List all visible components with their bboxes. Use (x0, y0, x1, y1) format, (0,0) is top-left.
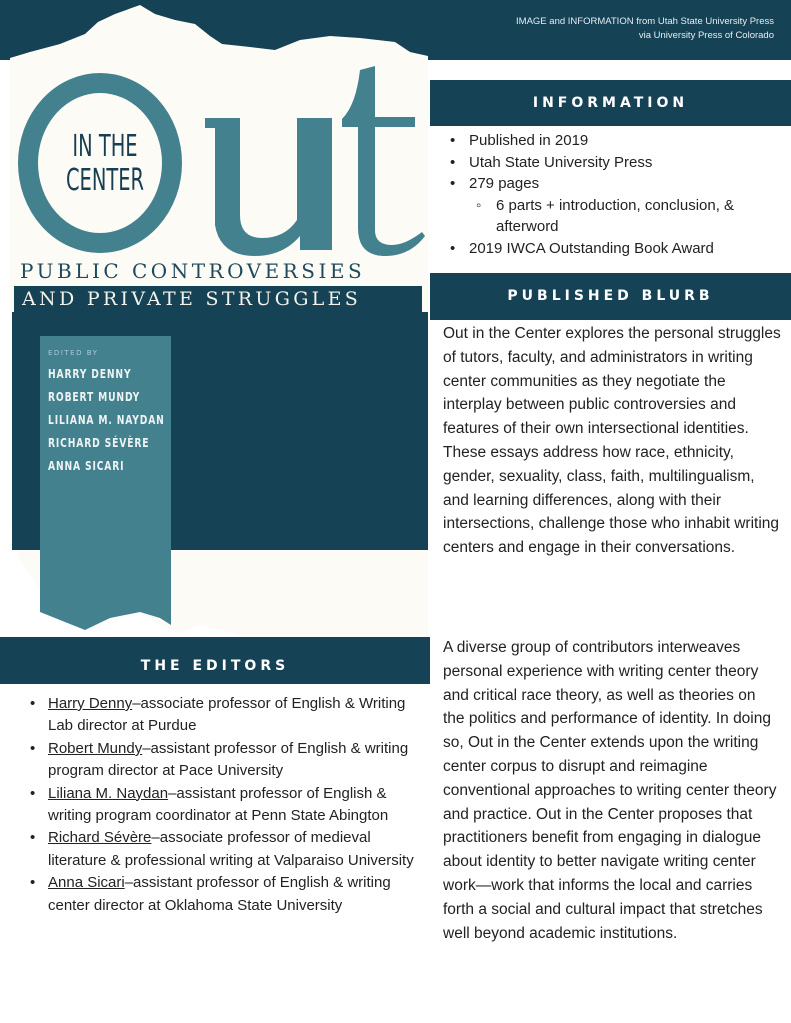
cover-artwork (0, 0, 430, 660)
info-item: • Published in 2019 (448, 130, 783, 152)
cover-editor: RICHARD SÉVÈRE (48, 436, 150, 450)
cover-edited-by: EDITED BY (48, 349, 99, 357)
editor-item (30, 783, 415, 828)
cover-editor: ANNA SICARI (48, 459, 125, 473)
cover-editor-list (48, 366, 185, 481)
editor-item (30, 872, 415, 917)
blurb-paragraph-2: A diverse group of contributors interweaves personal experience with writing center theory and critical race theory, as well as theories on the politics and performance of identity. In doing so, Out in the Center extends upon the writing center corpus to disrupt and reimagine conventional approaches to writing center theory and practice. Out in the Center proposes that practitioners benefit from engaging in dialogue about identity to better navigate writing center work—work that informs the local and carries forth a social and cultural impact that stretches well beyond academic institutions. (443, 639, 777, 942)
cover-subtitle-line-1: PUBLIC CONTROVERSIES (20, 259, 366, 283)
cover-subtitle-line-2: AND PRIVATE STRUGGLES (14, 286, 422, 312)
editor-item (30, 693, 415, 738)
editor-description: –assistant professor of English & writing center director at Oklahoma State University (48, 874, 391, 914)
cover-title-line-1: IN THE (72, 129, 138, 164)
editor-link[interactable]: Robert Mundy (48, 739, 143, 757)
editor-item (30, 827, 415, 872)
cover-editor: HARRY DENNY (48, 367, 132, 381)
image-credit (516, 15, 774, 43)
cover-editor: ROBERT MUNDY (48, 390, 141, 404)
cover-editor: LILIANA M. NAYDAN (48, 413, 165, 427)
editor-link[interactable]: Richard Sévère (48, 829, 152, 847)
editor-item (30, 738, 415, 783)
info-item: • 279 pages (448, 173, 783, 195)
editor-description: –associate professor of medieval literature & professional writing at Valparaiso University (48, 829, 414, 869)
info-item: • 2019 IWCA Outstanding Book Award (448, 238, 783, 260)
information-list (448, 130, 783, 259)
editors-list (30, 693, 415, 917)
editor-description: –associate professor of English & Writing Lab director at Purdue (48, 695, 406, 735)
editor-link[interactable]: Harry Denny (48, 695, 133, 712)
info-item: • Utah State University Press (448, 152, 783, 174)
book-cover (0, 0, 430, 660)
blurb-paragraph-1: Out in the Center explores the personal struggles of tutors, faculty, and administrators in writing center communities as they negotiate the interplay between public controversies and features of their own intersectional identities. These essays address how race, ethnicity, gender, sexuality, class, faith, multilingualism, and learning differences, along with their intersections, challenge those who inhabit writing centers and engage in their conversations. (443, 325, 781, 557)
editors-heading: THE EDITORS (0, 637, 430, 684)
editor-description: –assistant professor of English & writing program coordinator at Penn State Abington (48, 784, 389, 825)
credit-line-2: via University Press of Colorado (638, 30, 774, 41)
editor-link[interactable]: Anna Sicari (48, 874, 125, 892)
information-heading: INFORMATION (430, 80, 791, 126)
credit-line-1: IMAGE and INFORMATION from Utah State University Press (516, 16, 774, 27)
cover-title-small (65, 130, 144, 198)
info-subitem: ◦ 6 parts + introduction, conclusion, & afterword (448, 195, 783, 238)
blurb-heading: PUBLISHED BLURB (430, 273, 791, 320)
editor-description: –assistant professor of English & writing program director at Pace University (48, 739, 409, 780)
cover-title-line-2: CENTER (65, 163, 145, 198)
editor-link[interactable]: Liliana M. Naydan (48, 784, 169, 802)
